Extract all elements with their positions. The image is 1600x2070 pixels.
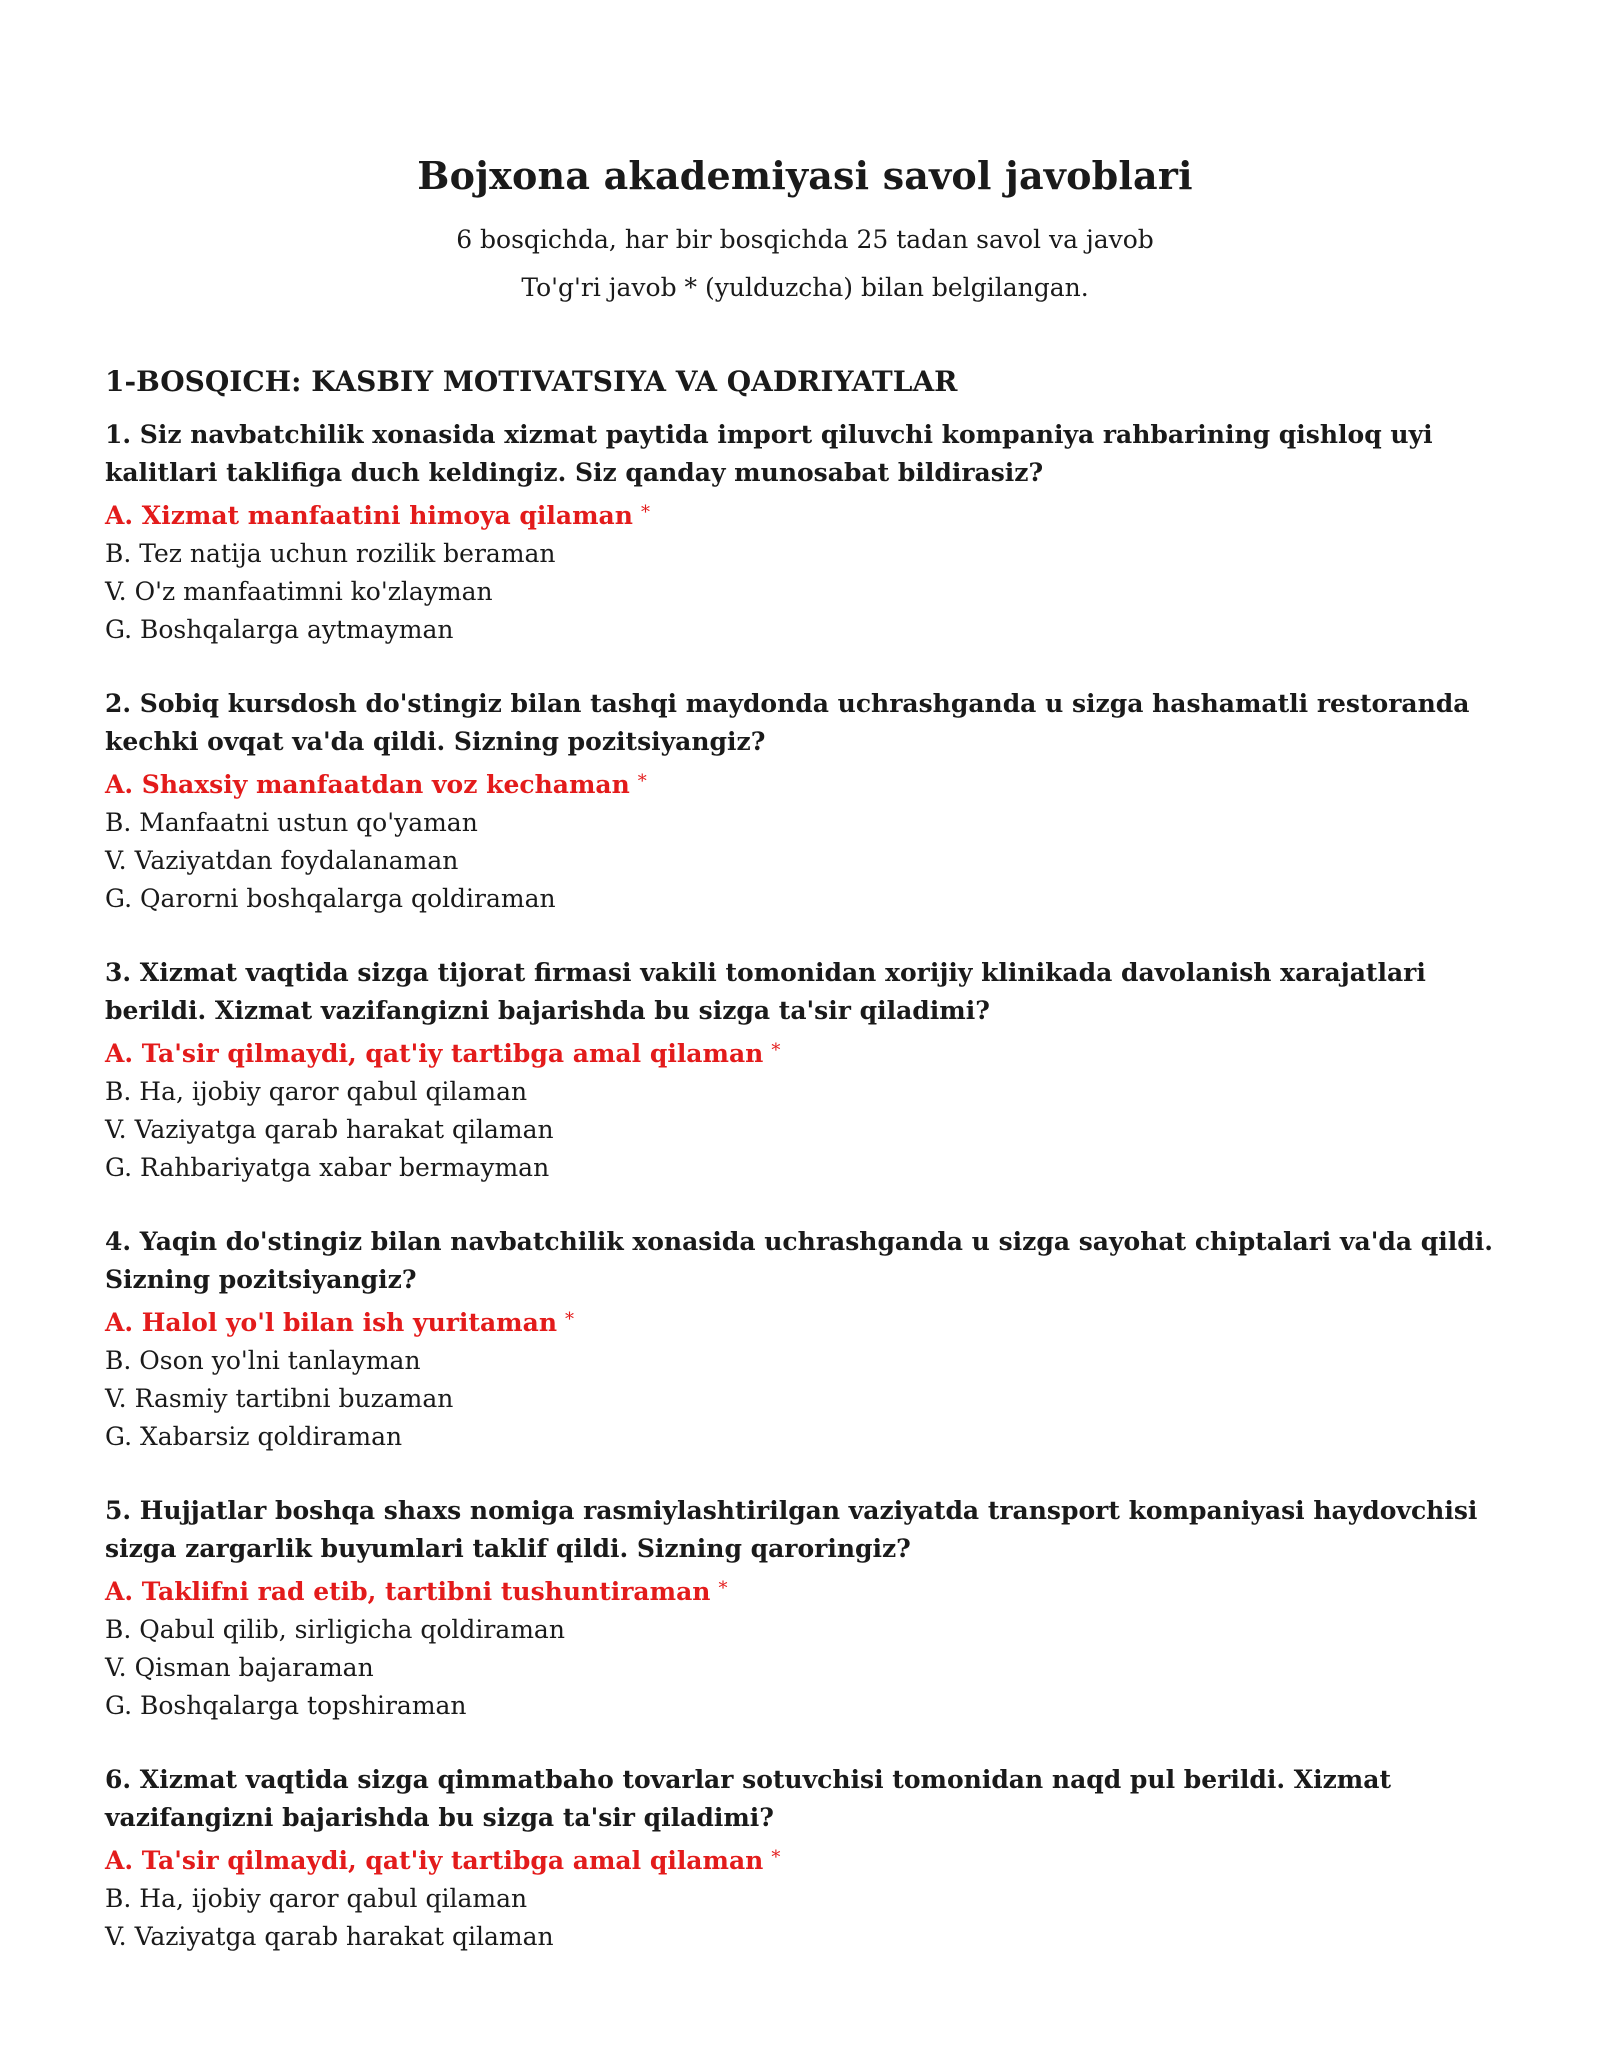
- question-item: [105, 1223, 1505, 1456]
- question-item: [105, 685, 1505, 918]
- correct-answer: [105, 1839, 1505, 1880]
- question-item: [105, 416, 1505, 649]
- correct-answer: [105, 1570, 1505, 1611]
- answer-text: A. Halol yo'l bilan ish yuritaman: [105, 1308, 558, 1337]
- answer-option: G. Boshqalarga aytmayman: [105, 615, 454, 644]
- correct-answer: [105, 494, 1505, 535]
- correct-marker: *: [771, 1847, 781, 1868]
- answer-option: V. Qisman bajaraman: [105, 1653, 374, 1682]
- question-text: 4. Yaqin do'stingiz bilan navbatchilik xonasida uchrashganda u sizga sayohat chiptalari va'da qildi. Sizning pozitsiyangiz?: [105, 1227, 1493, 1294]
- question-text: 6. Xizmat vaqtida sizga qimmatbaho tovarlar sotuvchisi tomonidan naqd pul berildi. Xizmat vazifangizni bajarishda bu sizga ta'sir qiladimi?: [105, 1765, 1392, 1832]
- question-text: 2. Sobiq kursdosh do'stingiz bilan tashqi maydonda uchrashganda u sizga hashamatli restoranda kechki ovqat va'da qildi. Sizning pozitsiyangiz?: [105, 689, 1470, 756]
- correct-marker: *: [637, 771, 647, 792]
- answer-option: G. Xabarsiz qoldiraman: [105, 1422, 403, 1451]
- correct-answer: [105, 1032, 1505, 1073]
- answer-option: V. O'z manfaatimni ko'zlayman: [105, 577, 493, 606]
- answer-option: V. Vaziyatga qarab harakat qilaman: [105, 1115, 554, 1144]
- answer-option: B. Manfaatni ustun qo'yaman: [105, 808, 478, 837]
- document-note: To'g'ri javob * (yulduzcha) bilan belgilangan.: [521, 273, 1089, 302]
- correct-marker: *: [640, 502, 650, 523]
- answer-option: B. Ha, ijobiy qaror qabul qilaman: [105, 1077, 528, 1106]
- section-heading: 1-BOSQICH: KASBIY MOTIVATSIYA VA QADRIYATLAR: [105, 365, 958, 398]
- answer-option: G. Qarorni boshqalarga qoldiraman: [105, 884, 556, 913]
- document-page: [105, 150, 1505, 1992]
- answer-text: A. Ta'sir qilmaydi, qat'iy tartibga amal qilaman: [105, 1039, 764, 1068]
- answer-option: B. Tez natija uchun rozilik beraman: [105, 539, 556, 568]
- answer-text: A. Xizmat manfaatini himoya qilaman: [105, 501, 633, 530]
- question-text: 1. Siz navbatchilik xonasida xizmat paytida import qiluvchi kompaniya rahbarining qishloq uyi kalitlari taklifiga duch keldingiz. Siz qanday munosabat bildirasiz?: [105, 420, 1433, 487]
- question-item: [105, 1492, 1505, 1725]
- answer-option: B. Oson yo'lni tanlayman: [105, 1346, 421, 1375]
- answer-text: A. Shaxsiy manfaatdan voz kechaman: [105, 770, 630, 799]
- correct-marker: *: [718, 1578, 728, 1599]
- question-item: [105, 1761, 1505, 1956]
- answer-option: G. Rahbariyatga xabar bermayman: [105, 1153, 550, 1182]
- question-text: 3. Xizmat vaqtida sizga tijorat firmasi vakili tomonidan xorijiy klinikada davolanish xarajatlari berildi. Xizmat vazifangizni bajarishda bu sizga ta'sir qiladimi?: [105, 958, 1426, 1025]
- answer-option: V. Vaziyatga qarab harakat qilaman: [105, 1922, 554, 1951]
- document-title: Bojxona akademiyasi savol javoblari: [417, 153, 1193, 198]
- answer-option: B. Qabul qilib, sirligicha qoldiraman: [105, 1615, 565, 1644]
- correct-answer: [105, 763, 1505, 804]
- question-item: [105, 954, 1505, 1187]
- answer-option: V. Rasmiy tartibni buzaman: [105, 1384, 454, 1413]
- question-list: [105, 416, 1505, 1956]
- answer-text: A. Taklifni rad etib, tartibni tushuntiraman: [105, 1577, 711, 1606]
- answer-text: A. Ta'sir qilmaydi, qat'iy tartibga amal qilaman: [105, 1846, 764, 1875]
- correct-marker: *: [771, 1040, 781, 1061]
- question-text: 5. Hujjatlar boshqa shaxs nomiga rasmiylashtirilgan vaziyatda transport kompaniyasi haydovchisi sizga zargarlik buyumlari taklif qildi. Sizning qaroringiz?: [105, 1496, 1478, 1563]
- correct-answer: [105, 1301, 1505, 1342]
- answer-option: G. Boshqalarga topshiraman: [105, 1691, 467, 1720]
- answer-option: V. Vaziyatdan foydalanaman: [105, 846, 459, 875]
- correct-marker: *: [565, 1309, 575, 1330]
- document-subtitle: 6 bosqichda, har bir bosqichda 25 tadan savol va javob: [456, 225, 1154, 254]
- answer-option: B. Ha, ijobiy qaror qabul qilaman: [105, 1884, 528, 1913]
